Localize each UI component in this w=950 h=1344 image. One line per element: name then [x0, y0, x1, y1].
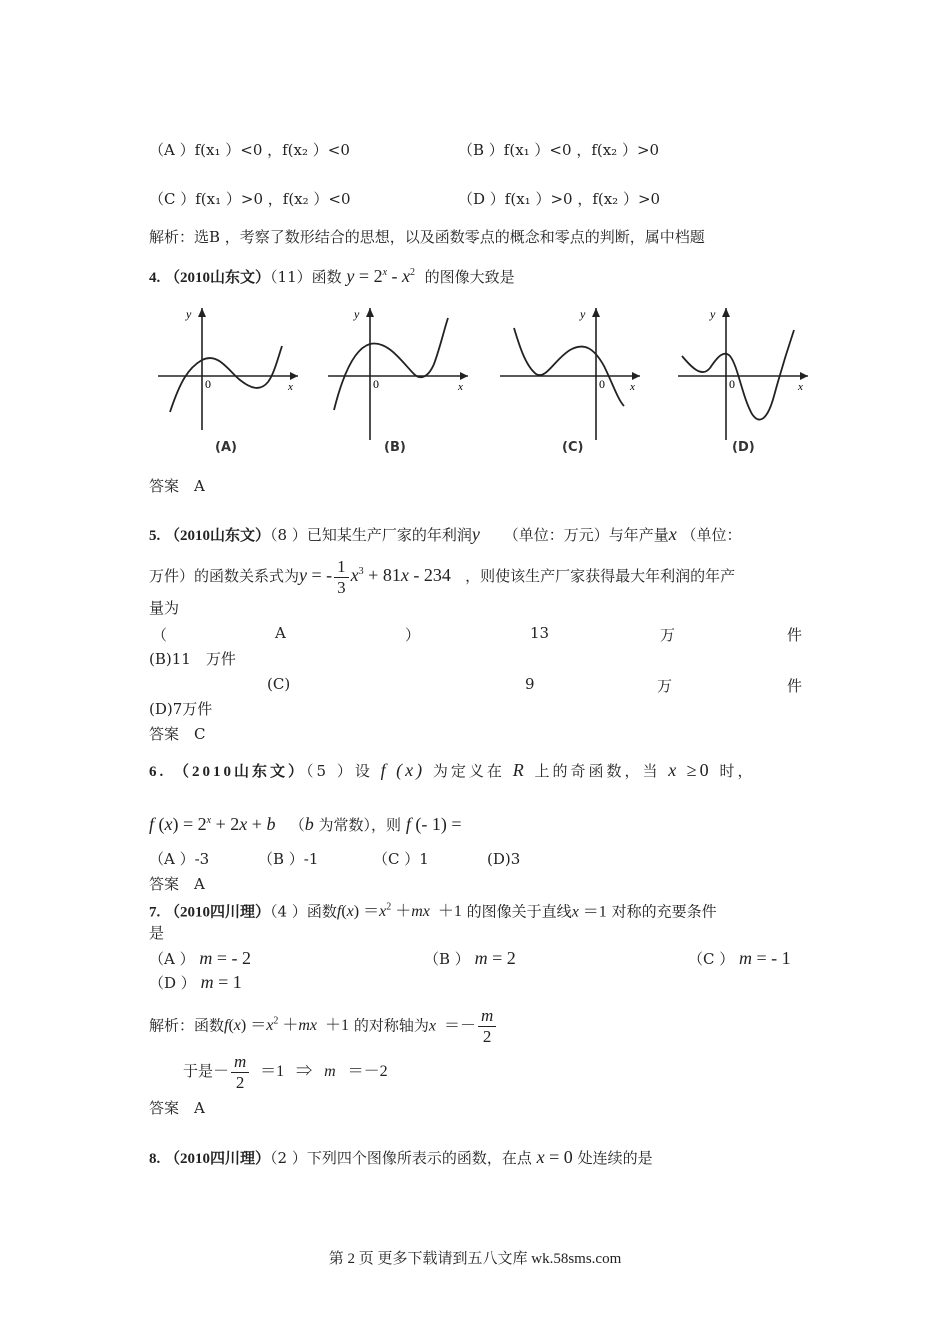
q5-option-c-unit-2: 件 — [787, 677, 803, 695]
q7-derivation — [183, 1049, 388, 1094]
q8-question — [149, 1147, 653, 1169]
q3-analysis: 解析：选B ，考察了数形结合的思想，以及函数零点的概念和零点的判断，属中档题 — [149, 228, 705, 246]
q7-option-a — [149, 948, 251, 969]
q7-option-a-value: m = - 2 — [199, 948, 252, 968]
q6-text-1c: 上的奇函数，当 — [534, 762, 661, 780]
q7-number: 7. — [149, 904, 161, 921]
q5-option-b: (B)11 万件 — [149, 650, 236, 668]
graph-c-caption: (C) — [562, 440, 584, 455]
q4-text-post: 的图像大致是 — [424, 268, 515, 286]
q5-text-2b: ，则使该生产厂家获得最大年利润的年产 — [465, 567, 736, 585]
q5-source: （2010山东文） — [165, 528, 271, 544]
q7-analysis — [149, 1000, 498, 1048]
svg-text:x: x — [798, 381, 803, 393]
q7-option-d-label: （D ） — [149, 974, 196, 992]
q7-derivation-fraction: $\frac{m}{2}$ — [231, 1052, 249, 1093]
q6-formula: f $(x) = 2^x + 2x + b$ — [149, 814, 276, 834]
q8-text-a: （2 ）下列四个图像所表示的函数，在点 — [270, 1149, 532, 1167]
q4-number: 4. — [149, 270, 161, 286]
q6-text-1b: 为定义在 — [432, 762, 505, 780]
q7-formula: $f(x) =x^2 +mx +1$ — [336, 902, 462, 921]
svg-text:y: y — [580, 307, 586, 321]
q6-source: （2010山东文） — [174, 764, 307, 780]
q8-number: 8. — [149, 1151, 161, 1167]
q6-fx: f (x) — [380, 760, 426, 780]
q3-option-c: （C ）f(x₁ ）>0 ，f(x₂ ）<0 — [149, 190, 351, 208]
svg-text:0: 0 — [373, 377, 379, 391]
q7-analysis-text-a: 解析：函数 — [149, 1016, 225, 1035]
q5-var-x: x — [668, 524, 677, 544]
svg-text:y: y — [710, 307, 716, 321]
q5-text-1b: （单位：万元）与年产量 — [503, 526, 669, 544]
q7-analysis-formula: $f(x) =x^2 +mx +1$ — [224, 1016, 350, 1035]
q5-text-1c: （单位： — [681, 526, 742, 544]
q6-text-1d: 时， — [719, 762, 756, 780]
page-footer: 第 2 页 更多下载请到五八文库 wk.58sms.com — [328, 1251, 622, 1267]
q7-derivation-minus: － — [213, 1063, 230, 1080]
q5-var-y: y — [471, 524, 480, 544]
q8-text-b: 处连续的是 — [577, 1149, 653, 1167]
q7-line-2: 是 — [149, 924, 165, 942]
q6-var-b: b — [304, 814, 314, 834]
q5-formula: y = - — [299, 565, 333, 585]
q6-number: 6. — [149, 764, 167, 780]
q7-option-b-value: m = 2 — [474, 948, 516, 968]
q5-option-a-unit-1: 万 — [660, 626, 676, 644]
graph-b-caption: (B) — [384, 440, 406, 455]
q6-text-1a: （5 ）设 — [306, 762, 373, 780]
q6-option-a: （A ）-3 — [149, 850, 210, 868]
q7-text-1: （4 ）函数 — [270, 902, 337, 921]
svg-text:x: x — [630, 381, 635, 393]
q7-option-c-value: m = - 1 — [739, 948, 791, 968]
q5-option-a-letter: A — [275, 624, 286, 642]
q5-text-1a: （8 ）已知某生产厂家的年利润 — [270, 526, 472, 544]
q7-text-1c: 对称的充要条件 — [611, 902, 717, 921]
q6-option-b: （B ）-1 — [258, 850, 319, 868]
svg-text:x: x — [288, 381, 293, 393]
q4-answer: 答案 A — [149, 477, 205, 495]
q6-text-2a: （ — [289, 816, 305, 834]
svg-text:0: 0 — [729, 377, 735, 391]
q6-line-1 — [149, 760, 755, 782]
q5-formula-rest: $x^3 + 81x - 234$ — [350, 565, 451, 585]
q7-source: （2010四川理） — [165, 904, 271, 921]
q7-text-1b: 的图像关于直线 — [466, 902, 572, 921]
q7-analysis-text-b: 的对称轴为 — [353, 1016, 429, 1035]
q6-target: f (- 1) = — [405, 814, 462, 834]
q7-axis: x ＝－ — [428, 1017, 476, 1035]
q6-text-2b: 为常数），则 — [318, 816, 402, 834]
q7-option-b — [424, 948, 516, 969]
q6-condition: x ≥0 — [668, 760, 712, 780]
q5-line-2 — [149, 550, 735, 598]
q7-option-c-label: （C ） — [688, 950, 735, 968]
q6-var-r: R — [512, 760, 527, 780]
q4-question — [149, 263, 515, 288]
q5-option-c-label: (C) — [267, 675, 291, 693]
q7-answer: 答案 A — [149, 1099, 205, 1117]
q5-option-c-value: 9 — [525, 675, 535, 693]
q7-option-d — [149, 972, 242, 993]
q4-formula: $y = 2^x - x^2$ — [346, 266, 416, 286]
q3-option-d: （D ）f(x₁ ）>0 ，f(x₂ ）>0 — [458, 190, 661, 208]
q5-answer: 答案 C — [149, 725, 206, 743]
q3-option-a: （A ）f(x₁ ）<0 ，f(x₂ ）<0 — [149, 141, 350, 159]
q5-text-2a: 万件）的函数关系式为 — [149, 567, 300, 585]
q4-text-pre: （11）函数 — [270, 268, 342, 286]
q8-source: （2010四川理） — [165, 1151, 271, 1167]
q6-option-c: （C ）1 — [373, 850, 429, 868]
q7-line-1 — [149, 898, 717, 922]
q5-fraction: $\frac{1}{3}$ — [334, 557, 349, 598]
q6-option-d: (D)3 — [487, 850, 521, 868]
svg-text:x: x — [458, 381, 463, 393]
svg-text:y: y — [354, 307, 360, 321]
q7-option-b-label: （B ） — [424, 950, 470, 968]
q7-axis-fraction: $\frac{m}{2}$ — [478, 1006, 496, 1047]
graph-d-caption: (D) — [732, 440, 755, 455]
q8-point: x = 0 — [536, 1147, 573, 1167]
q7-line: x ＝1 — [571, 903, 607, 921]
q5-option-a-paren-open: （ — [152, 626, 168, 644]
q4-source: （2010山东文） — [165, 270, 271, 286]
q7-option-c — [688, 948, 791, 969]
q3-option-b: （B ）f(x₁ ）<0 ，f(x₂ ）>0 — [458, 141, 660, 159]
q5-line-3: 量为 — [149, 599, 180, 617]
q5-option-c-unit-1: 万 — [657, 677, 673, 695]
q6-answer: 答案 A — [149, 875, 205, 893]
q7-derivation-result: ＝1 ⇒ m ＝－2 — [256, 1063, 388, 1080]
q7-option-d-value: m = 1 — [200, 972, 242, 992]
q5-number: 5. — [149, 528, 161, 544]
q5-option-a-paren-close: ） — [405, 626, 421, 644]
q6-line-2 — [149, 811, 462, 835]
svg-text:0: 0 — [599, 377, 605, 391]
graph-a-caption: (A) — [215, 440, 237, 455]
svg-text:y: y — [186, 307, 192, 321]
q5-option-a-value: 13 — [530, 624, 550, 642]
svg-text:0: 0 — [205, 377, 211, 391]
q7-derivation-text: 于是 — [183, 1062, 214, 1080]
q5-line-1 — [149, 524, 742, 546]
q7-option-a-label: （A ） — [149, 950, 195, 968]
q5-option-d: (D)7万件 — [149, 700, 213, 718]
q5-option-a-unit-2: 件 — [787, 626, 803, 644]
